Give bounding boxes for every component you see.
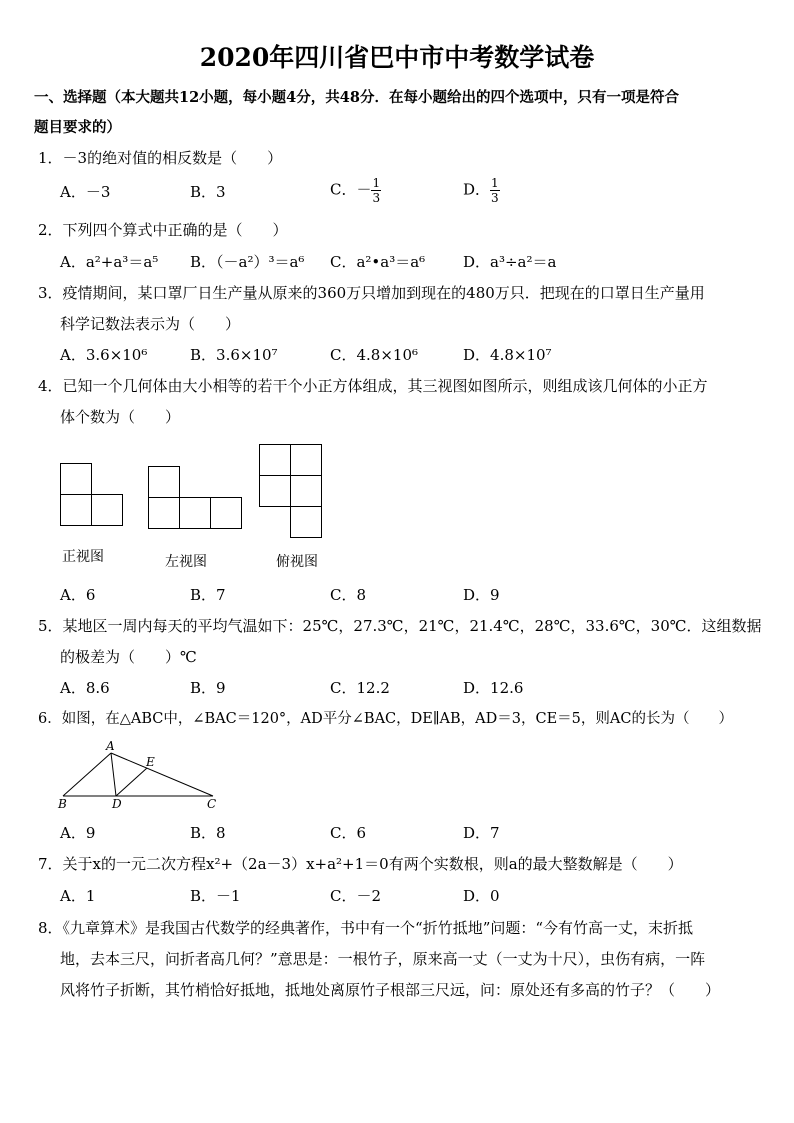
q1-option-c-prefix: C．－ bbox=[330, 180, 372, 199]
front-view-figure bbox=[60, 463, 124, 527]
q8-stem-cont: 地，去本三尺，问折者高几何？”意思是：一根竹子，原来高一丈（一丈为十尺），虫伤有病，一阵 bbox=[60, 950, 706, 968]
q5-option-d: D．12.6 bbox=[463, 679, 524, 697]
q7-option-d: D．0 bbox=[463, 887, 500, 905]
q4-stem: 4．已知一个几何体由大小相等的若干个小正方体组成，其三视图如图所示，则组成该几何体的小正方 bbox=[38, 377, 708, 395]
q8-stem: 8．《九章算术》是我国古代数学的经典著作，书中有一个“折竹抵地”问题：“今有竹高一丈，末折抵 bbox=[38, 919, 694, 937]
q7-stem: 7．关于x的一元二次方程x²+（2a－3）x+a²+1＝0有两个实数根，则a的最大整数解是（ ） bbox=[38, 855, 683, 873]
q7-option-b: B．－1 bbox=[190, 887, 241, 905]
q2-stem: 2．下列四个算式中正确的是（ ） bbox=[38, 221, 288, 239]
q2-option-d: D．a³÷a²＝a bbox=[463, 253, 557, 271]
q1-option-d bbox=[463, 176, 500, 205]
q3-option-c: C．4.8×10⁶ bbox=[330, 346, 419, 364]
q6-option-b: B．8 bbox=[190, 824, 226, 842]
top-view-square bbox=[290, 506, 322, 538]
q3-option-b: B．3.6×10⁷ bbox=[190, 346, 278, 364]
left-view-square bbox=[148, 497, 180, 529]
q3-stem: 3．疫情期间，某口罩厂日生产量从原来的360万只增加到现在的480万只．把现在的口罩日生产量用 bbox=[38, 284, 705, 302]
front-view-label: 正视图 bbox=[62, 549, 104, 565]
q1-d-denominator: 3 bbox=[491, 191, 499, 205]
q5-option-c: C．12.2 bbox=[330, 679, 390, 697]
q6-option-d: D．7 bbox=[463, 824, 500, 842]
q6-option-c: C．6 bbox=[330, 824, 367, 842]
top-view-square bbox=[259, 444, 291, 476]
q8-stem-cont2: 风将竹子折断，其竹梢恰好抵地，抵地处离原竹子根部三尺远，问：原处还有多高的竹子？（ ） bbox=[60, 981, 721, 999]
top-view-figure bbox=[259, 444, 323, 540]
top-view-square bbox=[259, 475, 291, 507]
segment-ab bbox=[63, 753, 111, 796]
top-view-label: 俯视图 bbox=[276, 554, 318, 570]
section-heading: 一、选择题（本大题共12小题，每小题4分，共48分．在每小题给出的四个选项中，只有一项是符合 bbox=[34, 89, 679, 106]
q5-stem-cont: 的极差为（ ）℃ bbox=[60, 648, 197, 666]
q6-stem: 6．如图，在△ABC中，∠BAC＝120°，AD平分∠BAC，DE∥AB，AD＝3，CE＝5，则AC的长为（ ） bbox=[38, 711, 733, 727]
q3-option-a: A．3.6×10⁶ bbox=[60, 346, 148, 364]
triangle-figure bbox=[55, 738, 225, 810]
q4-option-d: D．9 bbox=[463, 586, 500, 604]
section-heading-cont: 题目要求的） bbox=[34, 119, 121, 136]
q2-option-b: B．（－a²）³＝a⁶ bbox=[190, 253, 305, 271]
top-view-square bbox=[290, 444, 322, 476]
q1-option-b: B．3 bbox=[190, 183, 226, 201]
q5-option-b: B．9 bbox=[190, 679, 226, 697]
vertex-label-a: A bbox=[106, 739, 115, 753]
q3-option-d: D．4.8×10⁷ bbox=[463, 346, 552, 364]
q5-option-a: A．8.6 bbox=[60, 679, 110, 697]
q7-option-a: A．1 bbox=[60, 887, 96, 905]
q1-option-c bbox=[330, 176, 381, 205]
q4-option-c: C．8 bbox=[330, 586, 367, 604]
q4-option-b: B．7 bbox=[190, 586, 226, 604]
q1-option-d-fraction bbox=[490, 176, 500, 205]
left-view-figure bbox=[148, 466, 242, 530]
vertex-label-b: B bbox=[58, 797, 67, 810]
segment-de bbox=[116, 768, 147, 796]
left-view-square bbox=[148, 466, 180, 498]
top-view-square bbox=[290, 475, 322, 507]
q6-option-a: A．9 bbox=[60, 824, 96, 842]
left-view-label: 左视图 bbox=[165, 554, 207, 570]
front-view-square bbox=[60, 463, 92, 495]
q1-option-d-prefix: D． bbox=[463, 180, 491, 199]
q1-option-a: A．－3 bbox=[60, 183, 111, 201]
front-view-square bbox=[91, 494, 123, 526]
left-view-square bbox=[210, 497, 242, 529]
q4-stem-cont: 体个数为（ ） bbox=[60, 408, 181, 426]
q1-option-c-fraction bbox=[371, 176, 381, 205]
q1-stem: 1．－3的绝对值的相反数是（ ） bbox=[38, 149, 283, 167]
front-view-square bbox=[60, 494, 92, 526]
q7-option-c: C．－2 bbox=[330, 887, 382, 905]
q3-stem-cont: 科学记数法表示为（ ） bbox=[60, 315, 241, 333]
segment-ad bbox=[111, 753, 116, 796]
page-title: 2020年四川省巴中市中考数学试卷 bbox=[199, 43, 595, 72]
q5-stem: 5．某地区一周内每天的平均气温如下：25℃，27.3℃，21℃，21.4℃，28℃，33.6℃，30℃．这组数据 bbox=[38, 617, 762, 635]
q2-option-c: C．a²•a³＝a⁶ bbox=[330, 253, 426, 271]
q2-option-a: A．a²+a³＝a⁵ bbox=[60, 253, 159, 271]
left-view-square bbox=[179, 497, 211, 529]
q4-option-a: A．6 bbox=[60, 586, 96, 604]
q1-c-denominator: 3 bbox=[372, 191, 381, 205]
q1-d-numerator: 1 bbox=[491, 176, 499, 190]
segment-ac bbox=[111, 753, 213, 796]
q1-c-numerator: 1 bbox=[372, 176, 381, 190]
vertex-label-c: C bbox=[207, 797, 217, 810]
point-label-d: D bbox=[112, 797, 122, 810]
point-label-e: E bbox=[146, 755, 155, 769]
